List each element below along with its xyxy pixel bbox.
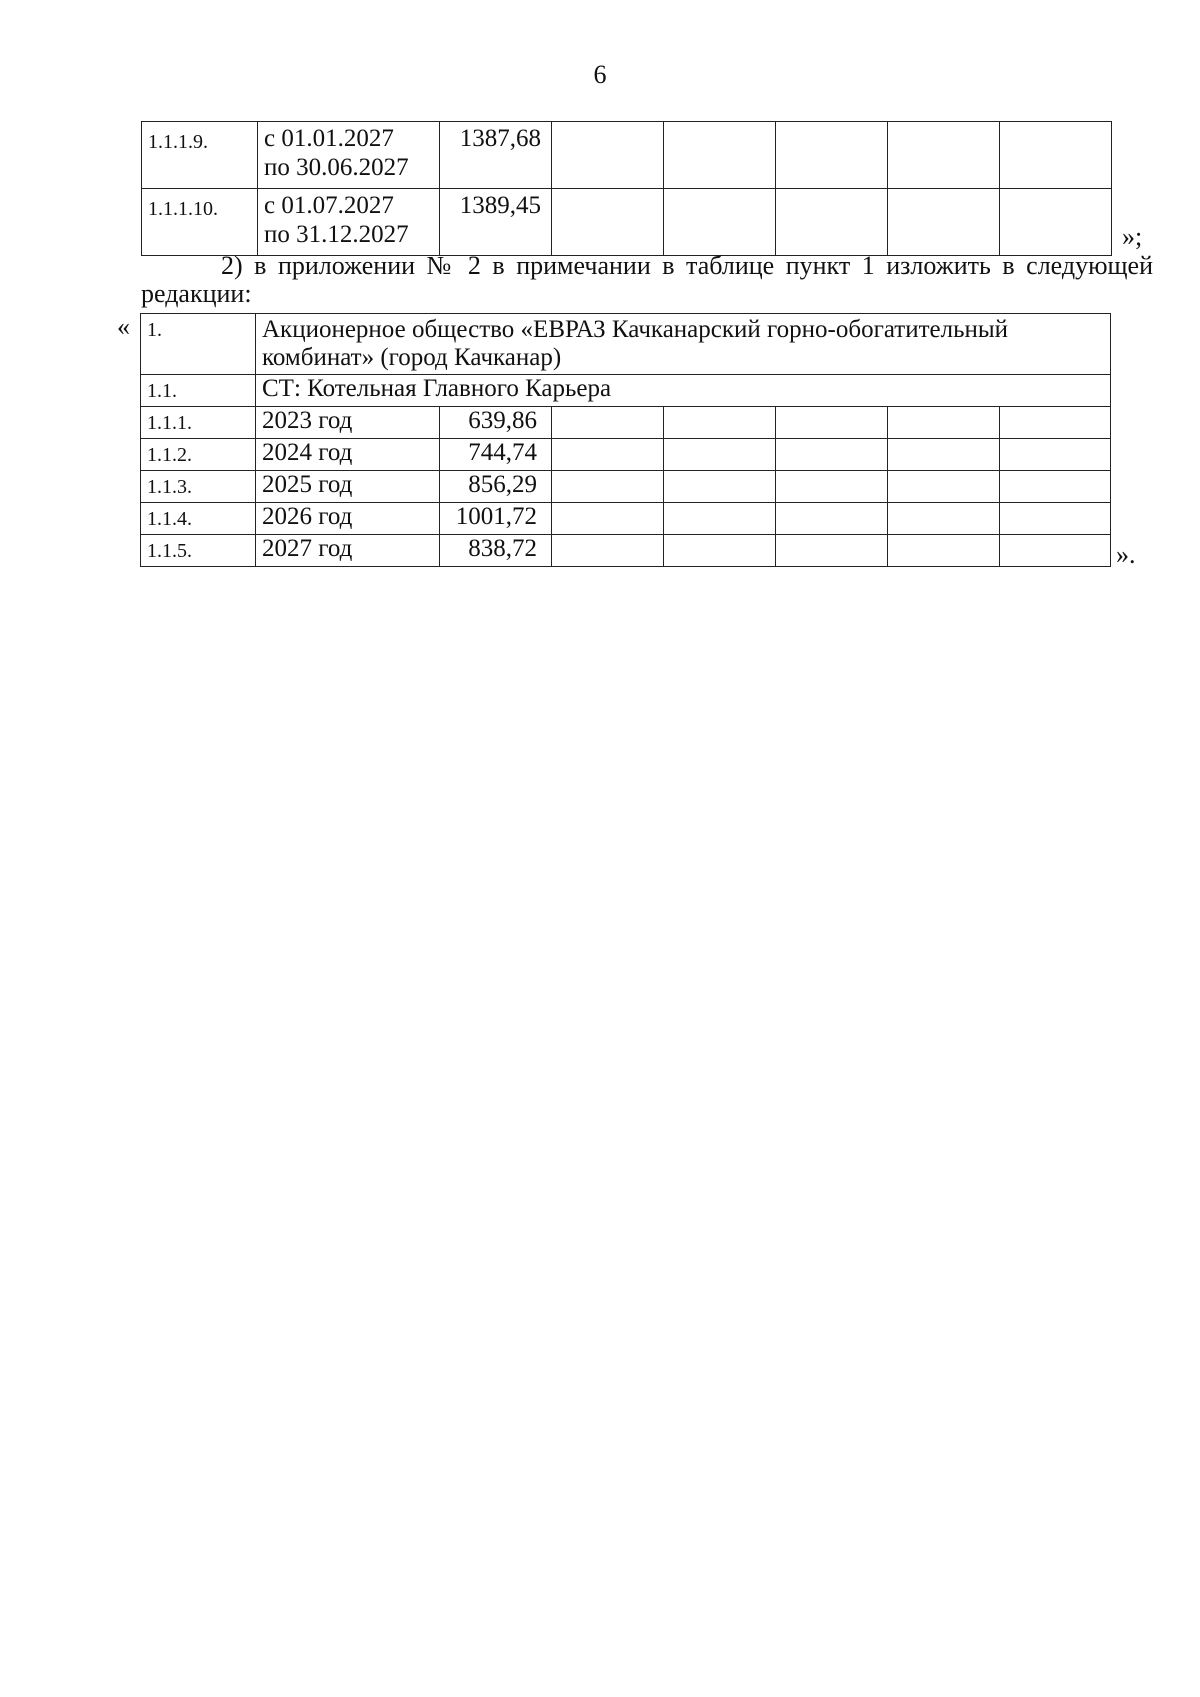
table-row — [141, 471, 1111, 503]
empty-cell — [664, 407, 776, 439]
empty-cell — [888, 407, 1000, 439]
empty-cell — [888, 189, 1000, 256]
year-cell: 2027 год — [256, 535, 440, 567]
source-row — [141, 375, 1111, 407]
empty-cell — [888, 471, 1000, 503]
empty-cell — [888, 503, 1000, 535]
value-cell: 856,29 — [440, 471, 552, 503]
row-number: 1. — [141, 314, 256, 375]
row-number: 1.1.1.10. — [142, 189, 258, 256]
year-cell: 2026 год — [256, 503, 440, 535]
empty-cell — [552, 189, 664, 256]
tariff-value: 1387,68 — [440, 122, 552, 189]
table-row — [141, 535, 1111, 567]
organization-name: Акционерное общество «ЕВРАЗ Качканарский горно-обогатительный комбинат» (город Качканар) — [256, 314, 1111, 375]
row-number: 1.1.1. — [141, 407, 256, 439]
tariff-value: 1389,45 — [440, 189, 552, 256]
empty-cell — [1000, 189, 1112, 256]
table-row — [141, 503, 1111, 535]
opening-quote: « — [117, 312, 130, 341]
row-number: 1.1.3. — [141, 471, 256, 503]
empty-cell — [552, 503, 664, 535]
source-name: СТ: Котельная Главного Карьера — [256, 375, 1111, 407]
note-table — [140, 313, 1111, 567]
empty-cell — [664, 535, 776, 567]
empty-cell — [888, 535, 1000, 567]
empty-cell — [1000, 471, 1111, 503]
empty-cell — [664, 189, 776, 256]
organization-row — [141, 314, 1111, 375]
value-cell: 744,74 — [440, 439, 552, 471]
amendment-paragraph: 2) в приложении № 2 в примечании в таблице пункт 1 изложить в следующей редакции: — [141, 251, 1153, 308]
table-row — [141, 439, 1111, 471]
row-number: 1.1.4. — [141, 503, 256, 535]
empty-cell — [664, 122, 776, 189]
empty-cell — [776, 471, 888, 503]
empty-cell — [776, 407, 888, 439]
row-number: 1.1.1.9. — [142, 122, 258, 189]
empty-cell — [552, 535, 664, 567]
closing-quote: ». — [1116, 540, 1136, 569]
period-end: по 30.06.2027 — [264, 154, 409, 181]
empty-cell — [664, 439, 776, 471]
year-cell: 2025 год — [256, 471, 440, 503]
empty-cell — [1000, 535, 1111, 567]
empty-cell — [552, 407, 664, 439]
empty-cell — [1000, 122, 1112, 189]
row-number: 1.1.2. — [141, 439, 256, 471]
table-row — [142, 189, 1112, 256]
empty-cell — [1000, 503, 1111, 535]
empty-cell — [552, 439, 664, 471]
table-row — [142, 122, 1112, 189]
period-start: с 01.01.2027 — [264, 125, 394, 152]
empty-cell — [776, 189, 888, 256]
table-row — [141, 407, 1111, 439]
value-cell: 1001,72 — [440, 503, 552, 535]
empty-cell — [664, 471, 776, 503]
row-number: 1.1. — [141, 375, 256, 407]
empty-cell — [776, 535, 888, 567]
empty-cell — [888, 122, 1000, 189]
period-start: с 01.07.2027 — [264, 192, 394, 219]
empty-cell — [888, 439, 1000, 471]
page-number: 6 — [593, 60, 607, 89]
value-cell: 639,86 — [440, 407, 552, 439]
empty-cell — [1000, 407, 1111, 439]
empty-cell — [776, 122, 888, 189]
period-end: по 31.12.2027 — [264, 221, 409, 248]
year-cell: 2023 год — [256, 407, 440, 439]
empty-cell — [776, 439, 888, 471]
row-number: 1.1.5. — [141, 535, 256, 567]
empty-cell — [664, 503, 776, 535]
value-cell: 838,72 — [440, 535, 552, 567]
tariff-table-continuation — [141, 121, 1112, 256]
closing-quote: »; — [1122, 222, 1143, 251]
empty-cell — [552, 471, 664, 503]
year-cell: 2024 год — [256, 439, 440, 471]
empty-cell — [1000, 439, 1111, 471]
period-cell — [258, 122, 440, 189]
period-cell — [258, 189, 440, 256]
empty-cell — [776, 503, 888, 535]
empty-cell — [552, 122, 664, 189]
